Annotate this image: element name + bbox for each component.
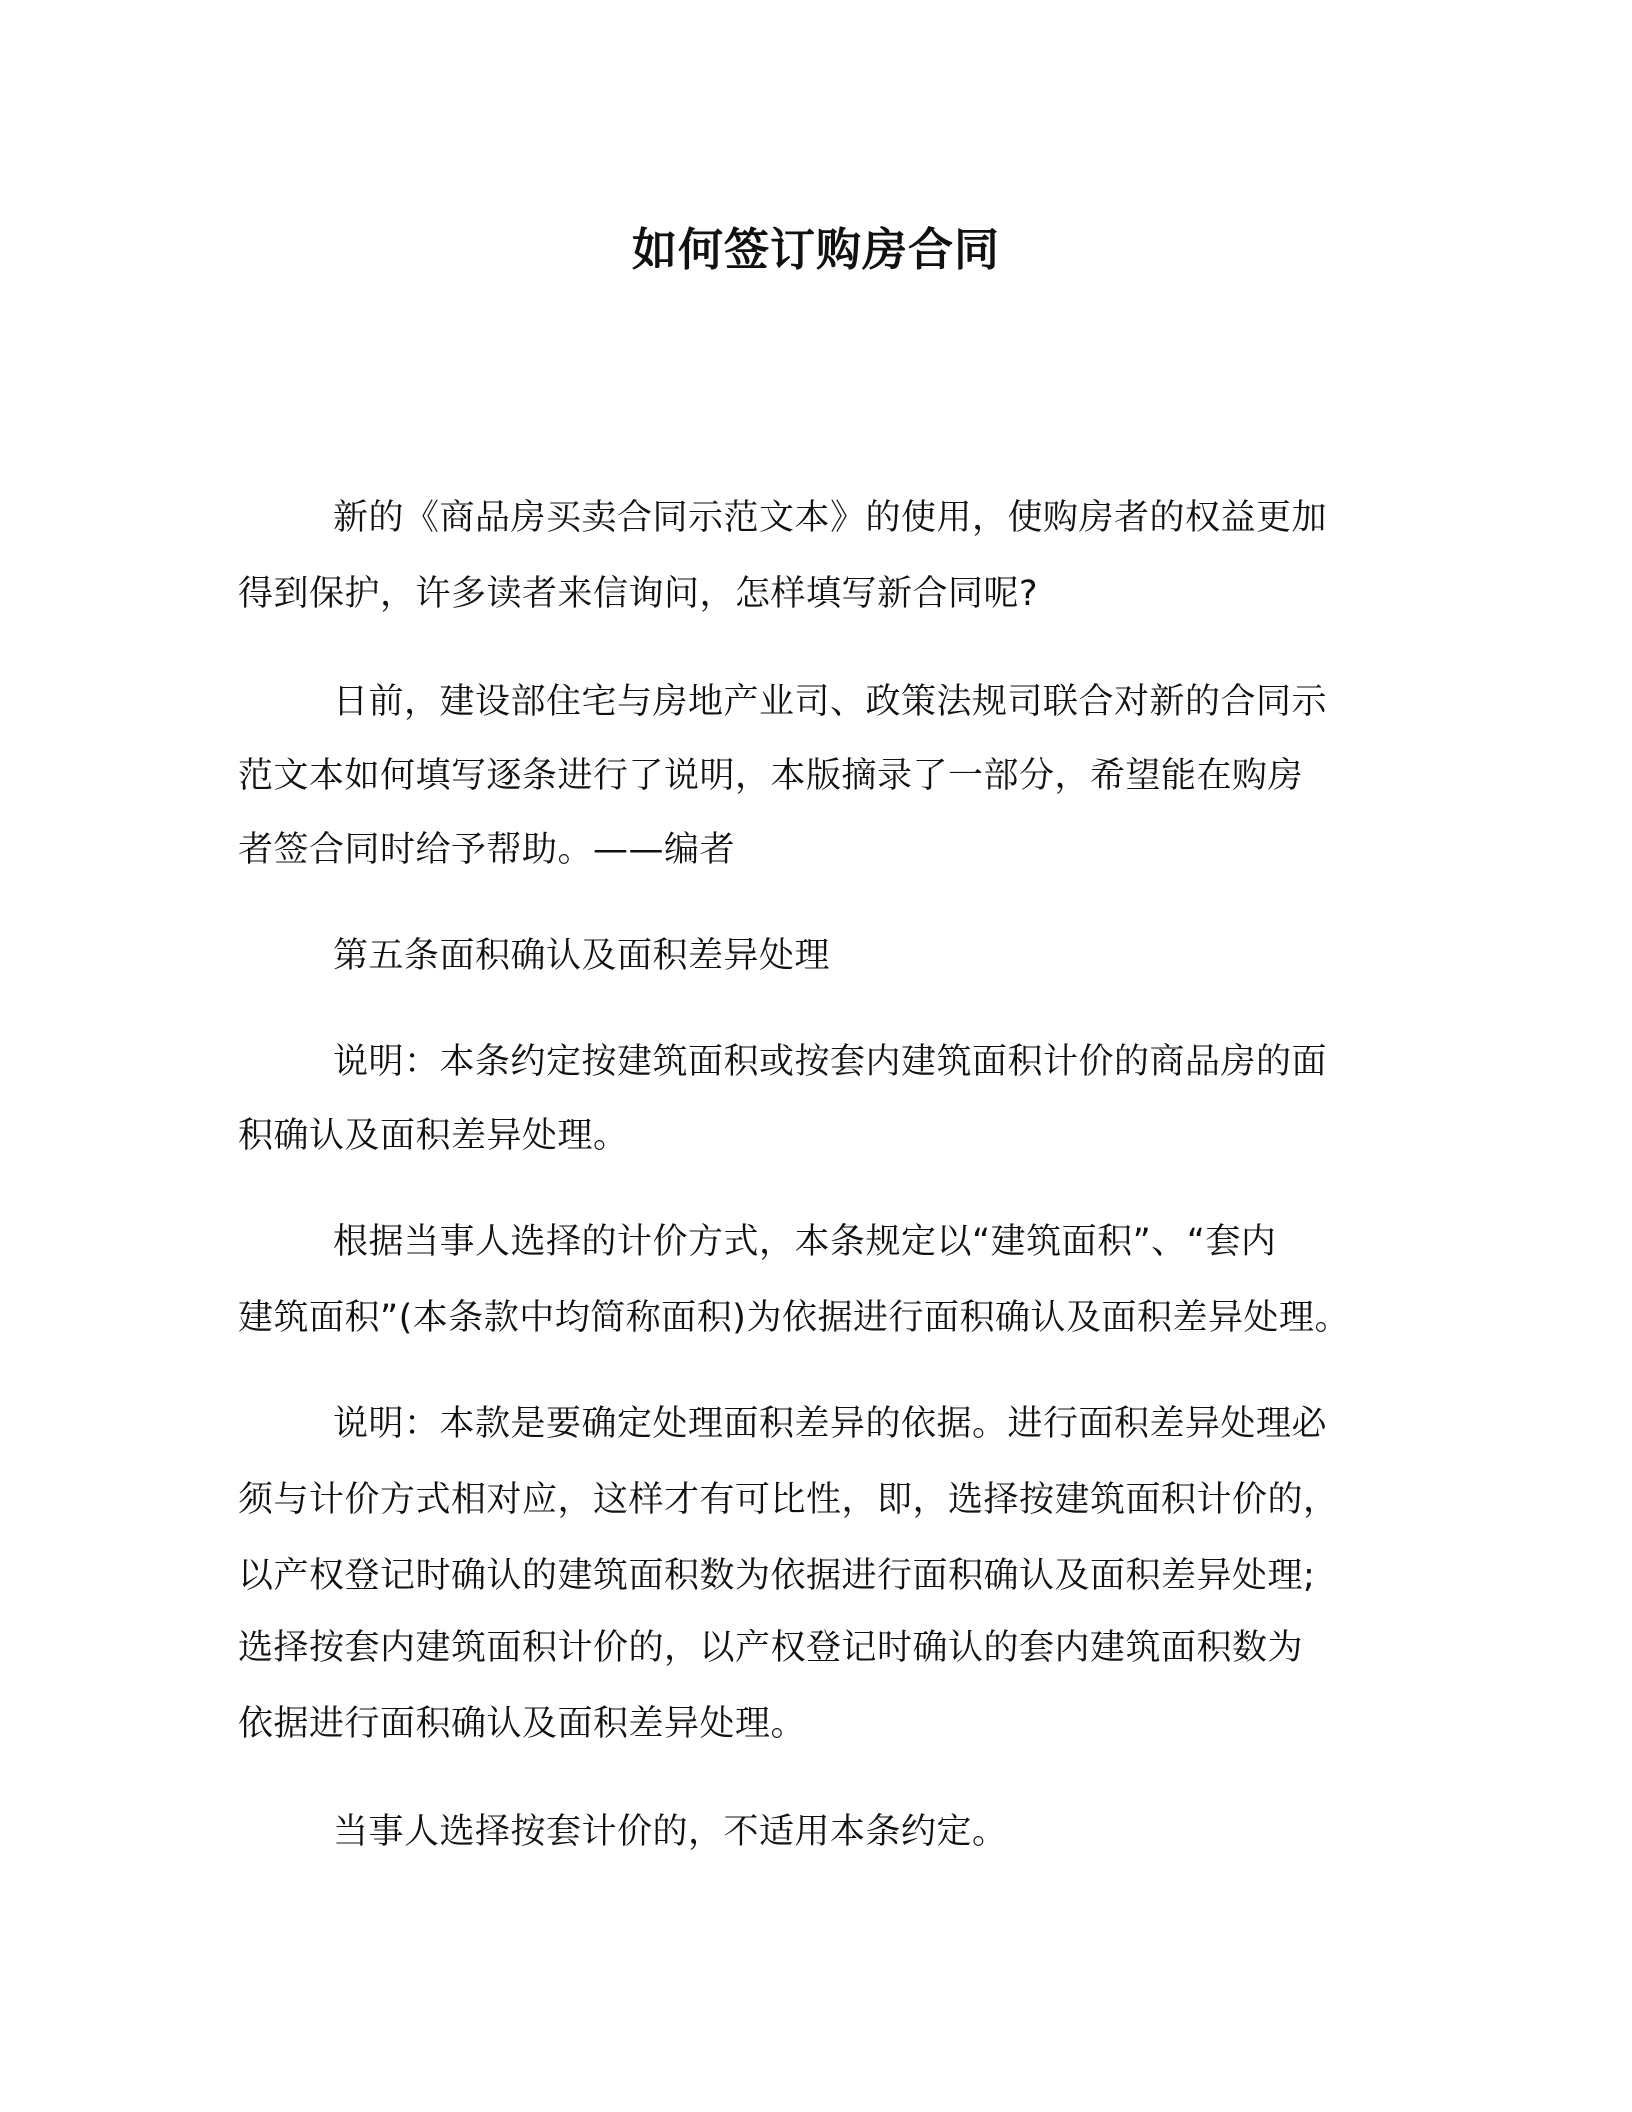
paragraph-4-line-2: 积确认及面积差异处理。 bbox=[238, 1116, 629, 1156]
paragraph-7-line-1: 当事人选择按套计价的，不适用本条约定。 bbox=[333, 1812, 1008, 1852]
paragraph-5-line-1: 根据当事人选择的计价方式，本条规定以“建筑面积”、“套内 bbox=[333, 1222, 1277, 1262]
paragraph-1-line-1: 新的《商品房买卖合同示范文本》的使用，使购房者的权益更加 bbox=[333, 498, 1328, 538]
paragraph-2-line-2: 范文本如何填写逐条进行了说明，本版摘录了一部分，希望能在购房 bbox=[238, 756, 1304, 796]
paragraph-1-line-2: 得到保护，许多读者来信询问，怎样填写新合同呢? bbox=[238, 574, 1039, 614]
paragraph-5-line-2: 建筑面积”(本条款中均简称面积)为依据进行面积确认及面积差异处理。 bbox=[238, 1298, 1350, 1338]
paragraph-4-line-1: 说明：本条约定按建筑面积或按套内建筑面积计价的商品房的面 bbox=[333, 1042, 1328, 1082]
paragraph-6-line-1: 说明：本款是要确定处理面积差异的依据。进行面积差异处理必 bbox=[333, 1404, 1328, 1444]
paragraph-6-line-2: 须与计价方式相对应，这样才有可比性，即，选择按建筑面积计价的， bbox=[238, 1480, 1339, 1520]
paragraph-2-line-3: 者签合同时给予帮助。——编者 bbox=[238, 830, 736, 870]
paragraph-6-line-3: 以产权登记时确认的建筑面积数为依据进行面积确认及面积差异处理; bbox=[238, 1556, 1316, 1596]
paragraph-6-line-4: 选择按套内建筑面积计价的，以产权登记时确认的套内建筑面积数为 bbox=[238, 1628, 1304, 1668]
paragraph-6-line-5: 依据进行面积确认及面积差异处理。 bbox=[238, 1704, 807, 1744]
document-title: 如何签订购房合同 bbox=[631, 223, 1000, 276]
paragraph-2-line-1: 日前，建设部住宅与房地产业司、政策法规司联合对新的合同示 bbox=[333, 682, 1328, 722]
article-heading: 第五条面积确认及面积差异处理 bbox=[333, 936, 831, 976]
